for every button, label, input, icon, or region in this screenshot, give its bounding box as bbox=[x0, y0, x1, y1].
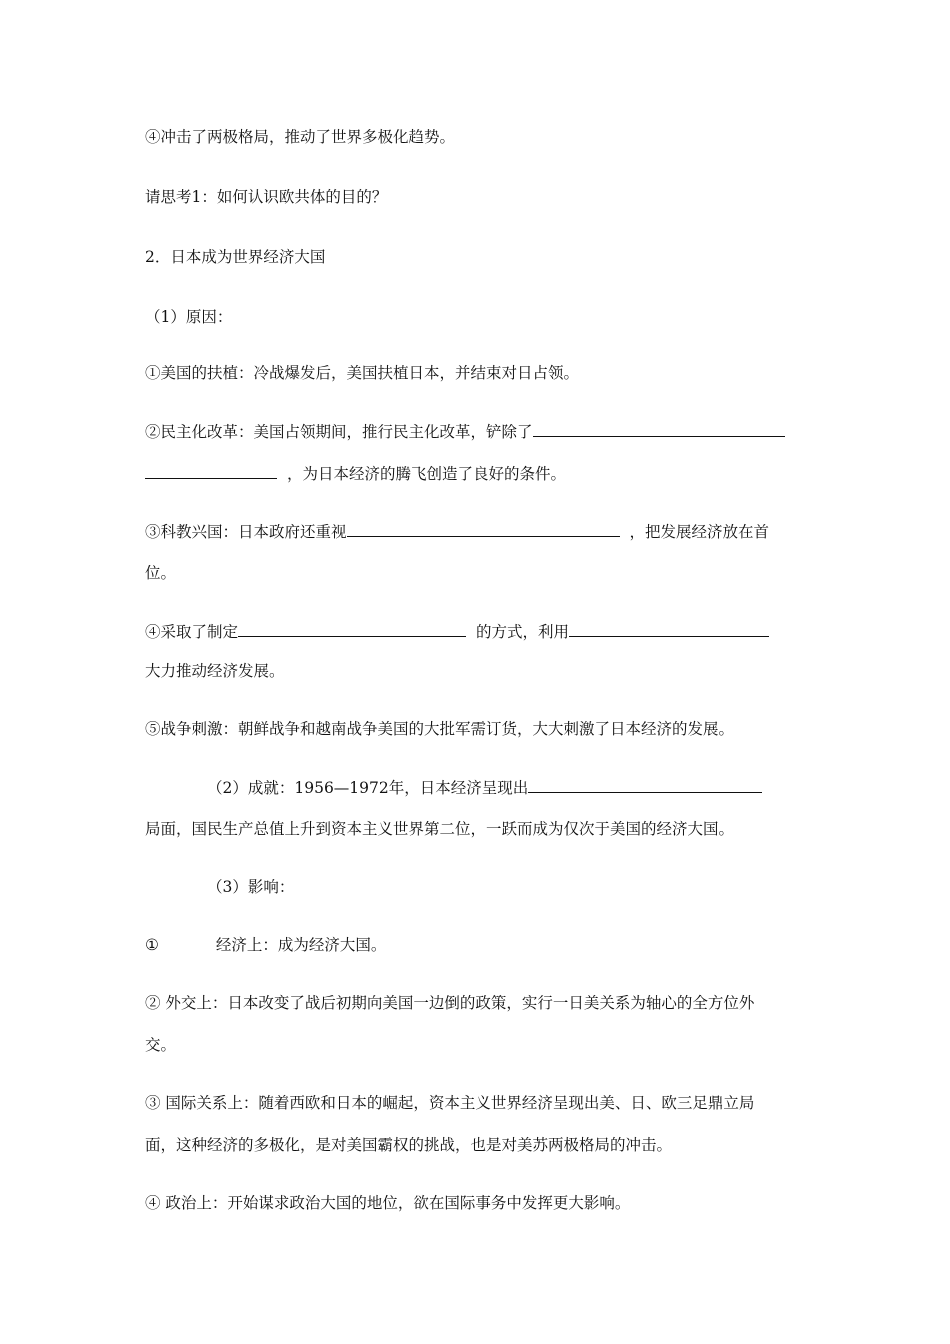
fill-blank[interactable] bbox=[347, 520, 620, 537]
text-line bbox=[145, 620, 769, 643]
text-span: 经济上：成为经济大国。 bbox=[215, 936, 387, 954]
subsection-heading: （3）影响： bbox=[207, 878, 295, 896]
fill-blank[interactable] bbox=[533, 420, 785, 437]
text-line bbox=[207, 776, 762, 799]
text-line: 局面，国民生产总值上升到资本主义世界第二位，一跃而成为仅次于美国的经济大国。 bbox=[145, 820, 735, 838]
text-line: ①美国的扶植：冷战爆发后，美国扶植日本，并结束对日占领。 bbox=[145, 364, 580, 382]
text-span: ③科教兴国：日本政府还重视 bbox=[145, 523, 347, 541]
fill-blank[interactable] bbox=[569, 620, 769, 637]
text-span: ，为日本经济的腾飞创造了良好的条件。 bbox=[287, 465, 567, 483]
text-span: ④采取了制定 bbox=[145, 623, 239, 641]
text-line: ③ 国际关系上：随着西欧和日本的崛起，资本主义世界经济呈现出美、日、欧三足鼎立局 bbox=[145, 1094, 755, 1112]
subsection-heading: （1）原因： bbox=[145, 308, 233, 326]
fill-blank[interactable] bbox=[145, 462, 277, 479]
text-line: ② 外交上：日本改变了战后初期向美国一边倒的政策，实行一日美关系为轴心的全方位外 bbox=[145, 994, 755, 1012]
text-line: 大力推动经济发展。 bbox=[145, 662, 285, 680]
list-marker: ① bbox=[145, 936, 159, 954]
text-span: ②民主化改革：美国占领期间，推行民主化改革，铲除了 bbox=[145, 423, 533, 441]
text-line: ⑤战争刺激：朝鲜战争和越南战争美国的大批军需订货，大大刺激了日本经济的发展。 bbox=[145, 720, 735, 738]
text-line bbox=[145, 462, 566, 485]
text-line: ④冲击了两极格局，推动了世界多极化趋势。 bbox=[145, 128, 456, 146]
fill-blank[interactable] bbox=[528, 776, 762, 793]
text-span: 的方式，利用 bbox=[476, 623, 570, 641]
text-line: 请思考1：如何认识欧共体的目的？ bbox=[145, 188, 388, 206]
fill-blank[interactable] bbox=[238, 620, 466, 637]
text-line: 面，这种经济的多极化，是对美国霸权的挑战，也是对美苏两极格局的冲击。 bbox=[145, 1136, 673, 1154]
text-line: ④ 政治上：开始谋求政治大国的地位，欲在国际事务中发挥更大影响。 bbox=[145, 1194, 631, 1212]
text-line bbox=[145, 934, 386, 956]
text-line: 交。 bbox=[145, 1036, 177, 1054]
text-line bbox=[145, 420, 785, 443]
text-line: 位。 bbox=[145, 564, 177, 582]
text-line bbox=[145, 520, 769, 543]
section-heading: 2．日本成为世界经济大国 bbox=[145, 248, 326, 266]
text-span: （2）成就：1956—1972年，日本经济呈现出 bbox=[207, 779, 529, 797]
text-span: ，把发展经济放在首 bbox=[629, 523, 770, 541]
